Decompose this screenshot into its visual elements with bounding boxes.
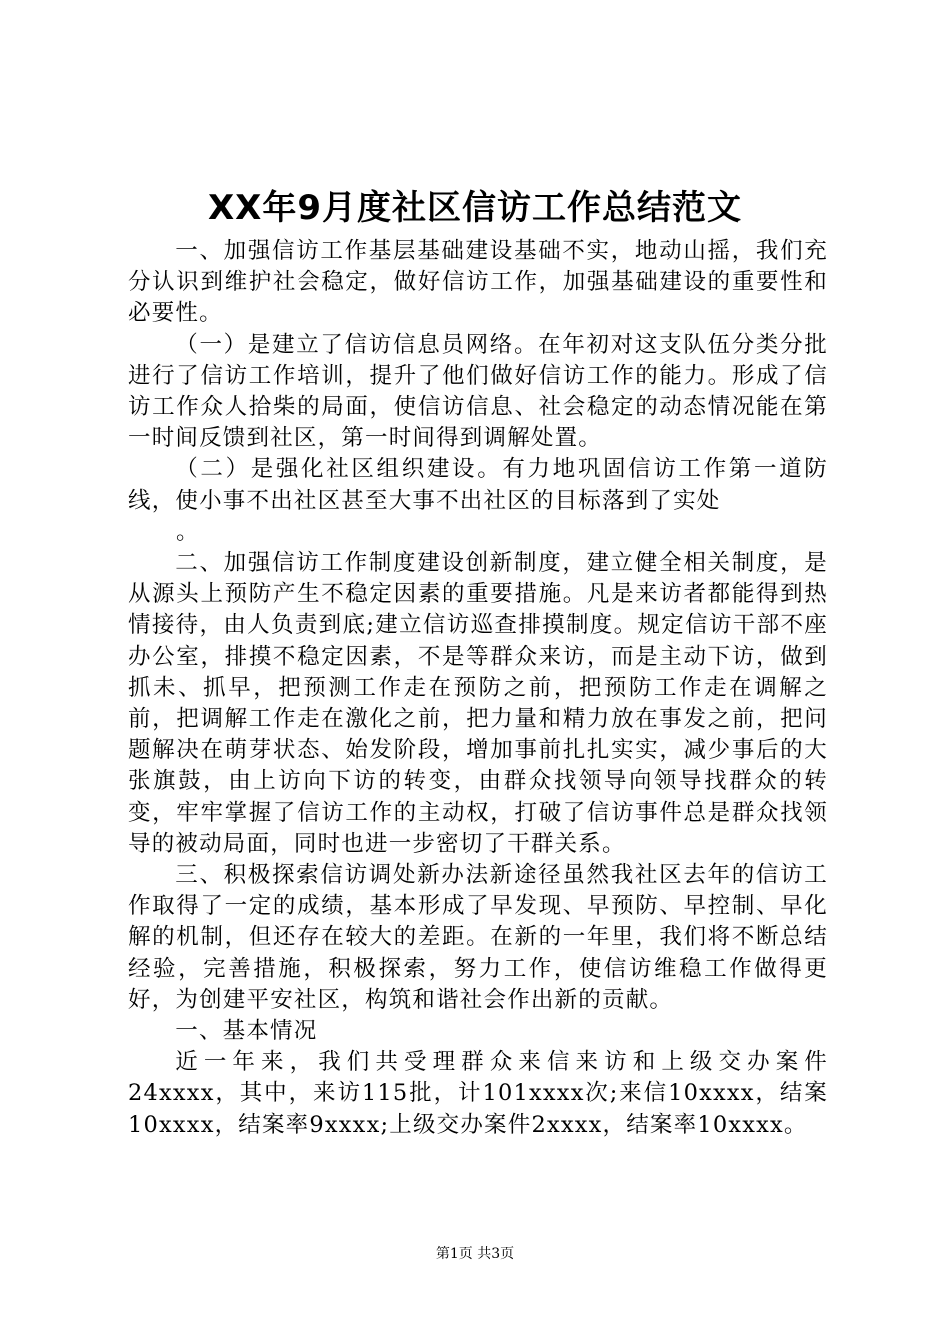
paragraph-statistics: 近一年来，我们共受理群众来信来访和上级交办案件24xxxx，其中，来访115批，计101xxxx次;来信10xxxx，结案10xxxx，结案率9xxxx;上级交办案件2xxxx，结案率10xxxx。: [128, 1049, 828, 1138]
paragraph-stray-period: 。: [176, 518, 200, 545]
document-title: XX年9月度社区信访工作总结范文: [207, 188, 743, 228]
paragraph-section-2: 二、加强信访工作制度建设创新制度，建立健全相关制度，是从源头上预防产生不稳定因素的重要措施。凡是来访者都能得到热情接待，由人负责到底;建立信访巡查排摸制度。规定信访干部不座办公室，排摸不稳定因素，不是等群众来访，而是主动下访，做到抓未、抓早，把预测工作走在预防之前，把预防工作走在调解之前，把调解工作走在激化之前，把力量和精力放在事发之前，把问题解决在萌芽状态、始发阶段，增加事前扎扎实实，减少事后的大张旗鼓，由上访向下访的转变，由群众找领导向领导找群众的转变，牢牢掌握了信访工作的主动权，打破了信访事件总是群众找领导的被动局面，同时也进一步密切了干群关系。: [128, 550, 828, 857]
paragraph-subsection-1: （一）是建立了信访信息员网络。在年初对这支队伍分类分批进行了信访工作培训，提升了他们做好信访工作的能力。形成了信访工作众人拾柴的局面，使信访信息、社会稳定的动态情况能在第一时间反馈到社区，第一时间得到调解处置。: [128, 331, 828, 452]
heading-basic-situation: 一、基本情况: [175, 1018, 318, 1045]
document-body: [128, 236, 828, 1141]
page-footer: 第1页 共3页: [435, 1246, 515, 1262]
paragraph-section-1: 一、加强信访工作基层基础建设基础不实，地动山摇，我们充分认识到维护社会稳定，做好信访工作，加强基础建设的重要性和必要性。: [128, 238, 828, 327]
paragraph-subsection-2: （二）是强化社区组织建设。有力地巩固信访工作第一道防线，使小事不出社区甚至大事不出社区的目标落到了实处: [128, 456, 828, 514]
paragraph-section-3: 三、积极探索信访调处新办法新途径虽然我社区去年的信访工作取得了一定的成绩，基本形成了早发现、早预防、早控制、早化解的机制，但还存在较大的差距。在新的一年里，我们将不断总结经验，完善措施，积极探索，努力工作，使信访维稳工作做得更好，为创建平安社区，构筑和谐社会作出新的贡献。: [128, 862, 828, 1013]
